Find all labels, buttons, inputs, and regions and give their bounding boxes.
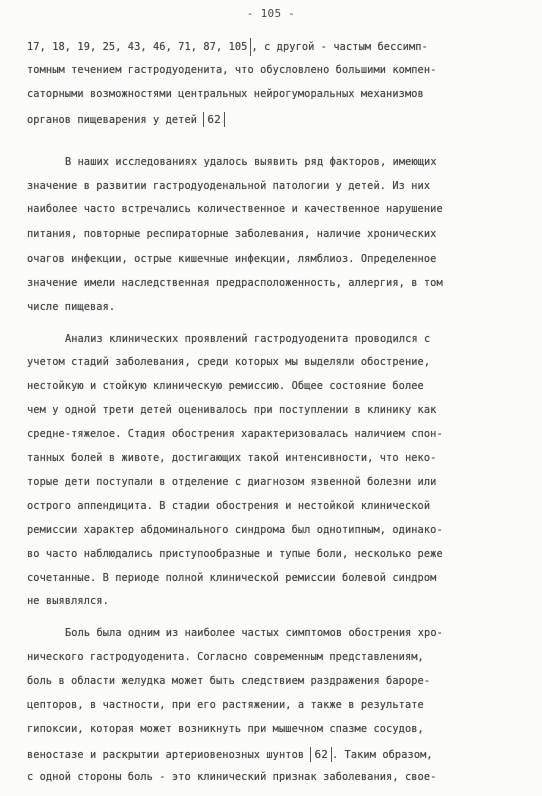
- text-line: чем у одной трети детей оценивалось при поступлении в клинику как: [27, 404, 437, 416]
- citation-ref: 62: [203, 112, 224, 127]
- text-line: очагов инфекции, острые кишечные инфекции, лямблиоз. Определенное: [27, 253, 437, 265]
- text-line: ремиссии характер абдоминального синдрома был однотипным, одинако-: [27, 524, 443, 536]
- text-fragment: , с другой - частым бессимп-: [251, 41, 428, 53]
- page-number: - 105 -: [246, 7, 296, 20]
- text-line: гипоксии, которая может возникнуть при мышечном спазме сосудов,: [27, 723, 424, 735]
- text-line: Боль была одним из наиболее частых симптомов обострения хро-: [65, 627, 443, 639]
- text-line: во часто наблюдались приступообразные и тупые боли, несколько реже: [27, 548, 443, 560]
- text-line: сочетанные. В периоде полной клинической ремиссии болевой синдром: [27, 572, 437, 584]
- text-line: нического гастродуоденита. Согласно современным представлениям,: [27, 651, 424, 663]
- text-line: с одной стороны боль - это клинический признак заболевания, своe-: [27, 771, 437, 783]
- citation-list: 17, 18, 19, 25, 43, 46, 71, 87, 105: [27, 38, 251, 56]
- text-line: В наших исследованиях удалось выявить ряд факторов, имеющих: [65, 156, 437, 168]
- citation-ref: 62: [310, 747, 331, 762]
- text-line: средне-тяжелое. Стадия обострения характеризовалась наличием спон-: [27, 428, 443, 440]
- text-line: значение в развитии гастродуоденальной патологии у детей. Из них: [27, 180, 431, 192]
- text-line: острого аппендицита. В стадии обострения и нестойкой клинической: [27, 500, 431, 512]
- text-line: томным течением гастродуоденита, что обусловлено большими компен-: [27, 64, 437, 76]
- text-fragment: органов пищеварения у детей: [27, 114, 198, 126]
- text-line: торые дети поступали в отделение с диагнозом язвенной болезни или: [27, 476, 437, 488]
- text-line: числе пищевая.: [27, 301, 116, 313]
- text-line: боль в области желудка может быть следствием раздражения бароре-: [27, 675, 431, 687]
- text-line: танных болей в животе, достигающих такой интенсивности, что неко-: [27, 452, 437, 464]
- text-line: значение имели наследственная предрасположенность, аллергия, в том: [27, 277, 443, 289]
- text-line: учетом стадий заболевания, среди которых мы выделяли обострение,: [27, 356, 431, 368]
- text-line: Анализ клинических проявлений гастродуоденита проводился с: [65, 333, 431, 345]
- text-line: [27, 38, 428, 56]
- text-fragment: . Таким образом,: [331, 749, 433, 761]
- text-line: [27, 112, 225, 127]
- text-line: цепторов, в частности, при его растяжении, а также в результате: [27, 699, 424, 711]
- text-line: питания, повторные респираторные заболевания, наличие хронических: [27, 228, 437, 240]
- text-line: [27, 747, 433, 762]
- text-line: нестойкую и стойкую клиническую ремиссию. Общее состояние более: [27, 380, 424, 392]
- text-line: не выявлялся.: [27, 595, 109, 607]
- text-fragment: веностазе и раскрытии артериовенозных шунтов: [27, 749, 305, 761]
- text-line: саторными возможностями центральных нейрогуморальных механизмов: [27, 88, 424, 100]
- text-line: наиболее часто встречались количественное и качественное нарушение: [27, 203, 443, 215]
